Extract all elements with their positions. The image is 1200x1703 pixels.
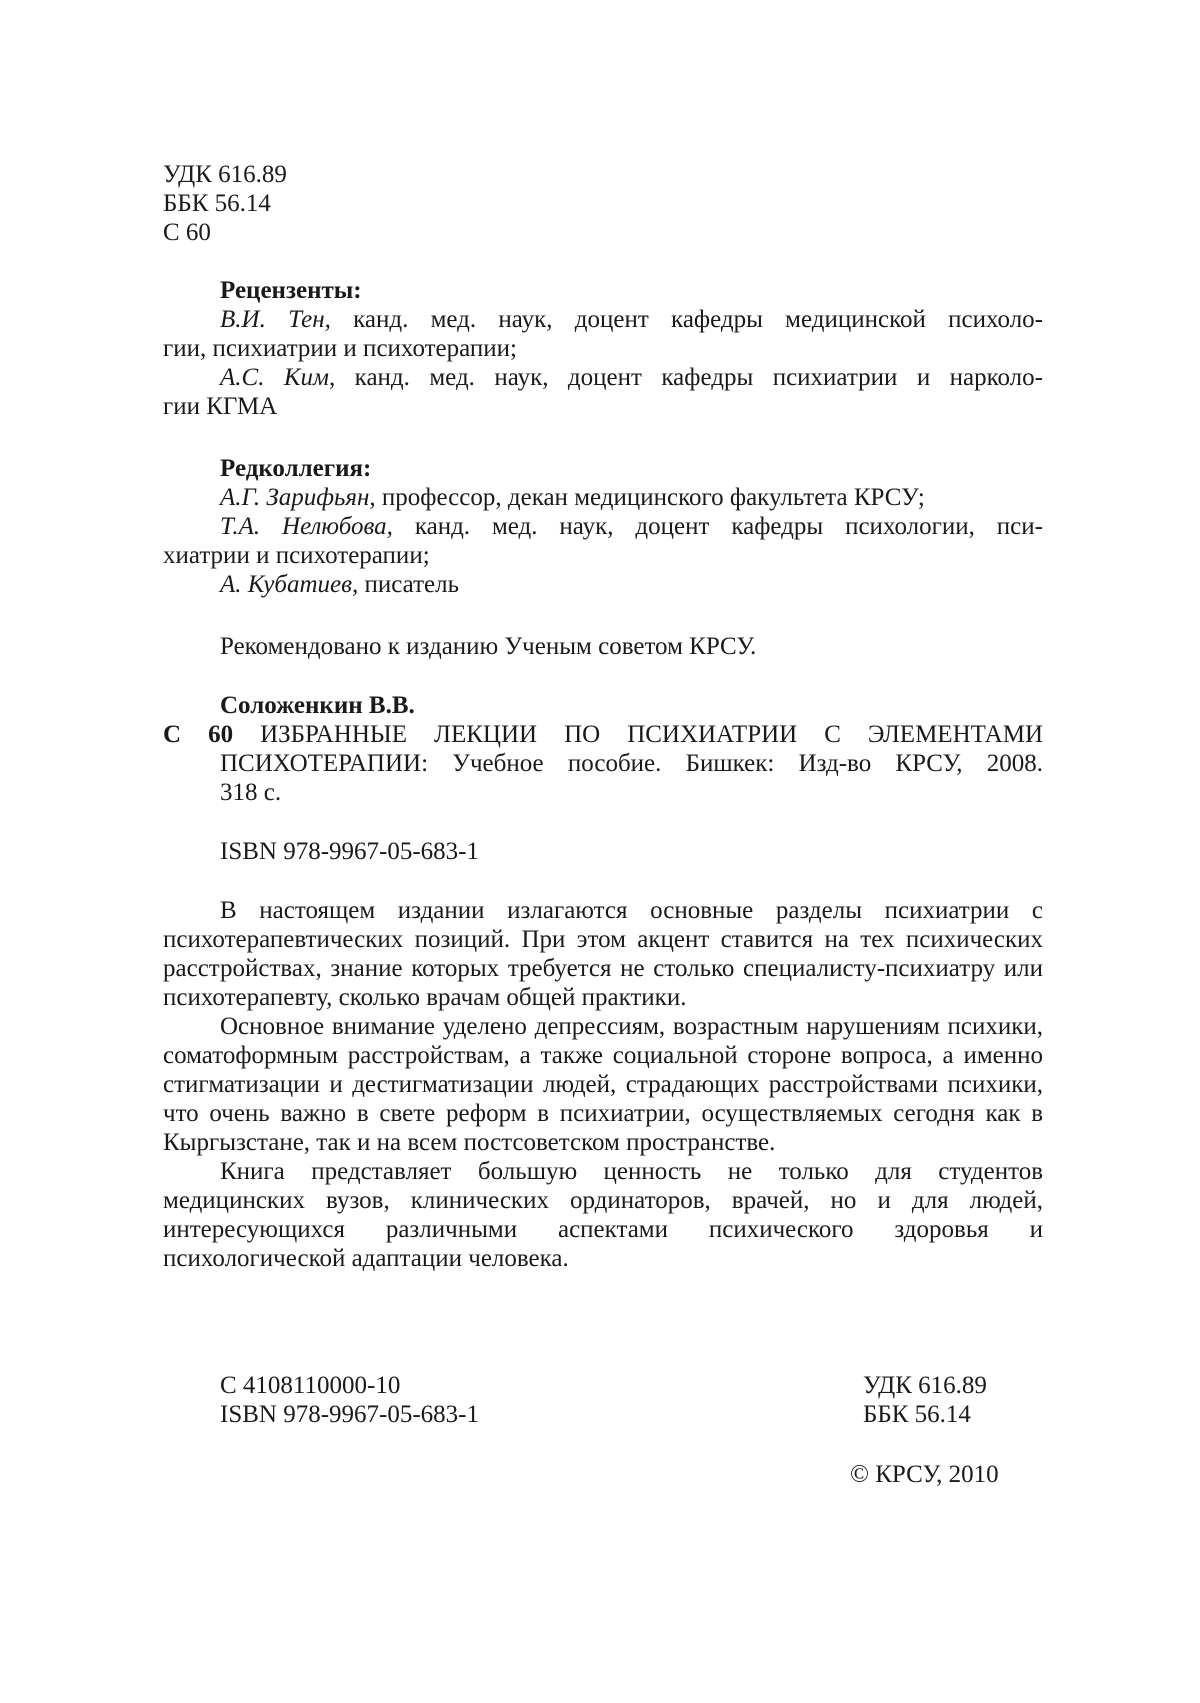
reviewers-block bbox=[163, 276, 1043, 421]
isbn-block bbox=[163, 837, 1043, 866]
editorial-title: Редколлегия: bbox=[220, 455, 372, 482]
bib-code: С 60 bbox=[163, 721, 234, 748]
footer-row-1 bbox=[163, 1371, 1043, 1400]
footer-code: С 4108110000-10 bbox=[220, 1372, 401, 1399]
editor-3-line bbox=[163, 570, 1043, 599]
annotation-paragraph-2: Основное внимание уделено депрессиям, возрастным нарушениям психики, соматоформным расстройствам, а также социальной стороне вопроса, а именно стигматизации и дестигматизации людей, страдающих расстройствами психики, что очень важно в свете реформ в психиатрии, осуществляемых сегодня как в Кыргызстане, так и на всем постсоветском пространстве. bbox=[163, 1013, 1043, 1156]
annotation-block bbox=[163, 896, 1043, 1273]
reviewer-1-line-2: гии, психиатрии и психотерапии; bbox=[163, 335, 518, 362]
editor-1-name: А.Г. Зарифьян, bbox=[220, 484, 376, 511]
editor-3-name: А. Кубатиев, bbox=[220, 571, 359, 598]
author-name: Соложенкин В.В. bbox=[220, 692, 415, 719]
reviewers-title: Рецензенты: bbox=[220, 277, 362, 304]
bibliographic-record bbox=[163, 691, 1043, 807]
editor-1-text: профессор, декан медицинского факультета КРСУ; bbox=[375, 484, 925, 511]
footer-codes bbox=[163, 1371, 1043, 1429]
reviewer-2-line-2: гии КГМА bbox=[163, 393, 278, 420]
recommendation-block bbox=[163, 632, 1043, 661]
bib-title: ИЗБРАННЫЕ ЛЕКЦИИ ПО ПСИХИАТРИИ С ЭЛЕМЕНТАМИ bbox=[260, 721, 1043, 748]
reviewer-2-text: канд. мед. наук, доцент кафедры психиатрии и нарколо- bbox=[335, 364, 1043, 391]
udk-code: УДК 616.89 bbox=[163, 161, 287, 188]
editor-2-text: канд. мед. наук, доцент кафедры психологии, пси- bbox=[392, 513, 1043, 540]
annotation-paragraph-3: Книга представляет большую ценность не только для студентов медицинских вузов, клинических ординаторов, врачей, но и для людей, интересующихся различными аспектами психического здоровья и психологической адаптации человека. bbox=[163, 1158, 1043, 1272]
editor-2-line-2: хиатрии и психотерапии; bbox=[163, 542, 430, 569]
footer-row-2 bbox=[163, 1400, 1043, 1429]
annotation-paragraph-1: В настоящем издании излагаются основные разделы психиатрии с психотерапевтических позиций. При этом акцент ставится на тех психических расстройствах, знание которых требуется не столько специалисту-психиатру или психотерапевту, сколько врачам общей практики. bbox=[163, 897, 1043, 1011]
editor-3-text: писатель bbox=[358, 571, 459, 598]
reviewer-1-text: канд. мед. наук, доцент кафедры медицинской психоло- bbox=[330, 306, 1043, 333]
editor-2-name: Т.А. Нелюбова, bbox=[220, 513, 393, 540]
reviewer-2-line-1 bbox=[163, 363, 1043, 392]
isbn-number: ISBN 978-9967-05-683-1 bbox=[220, 838, 480, 865]
footer-bbk: ББК 56.14 bbox=[863, 1401, 971, 1428]
footer-udk: УДК 616.89 bbox=[863, 1372, 987, 1399]
bib-line-1 bbox=[163, 720, 1043, 749]
footer-isbn: ISBN 978-9967-05-683-1 bbox=[220, 1401, 480, 1428]
editor-1-line bbox=[163, 483, 1043, 512]
bib-line-2: ПСИХОТЕРАПИИ: Учебное пособие. Бишкек: Изд-во КРСУ, 2008. bbox=[220, 750, 1043, 777]
reviewer-2-name: А.С. Ким, bbox=[220, 364, 336, 391]
classification-block bbox=[163, 160, 1043, 247]
reviewer-1-line-1 bbox=[163, 305, 1043, 334]
editor-2-line-1 bbox=[163, 512, 1043, 541]
bbk-code: ББК 56.14 bbox=[163, 190, 271, 217]
editorial-block bbox=[163, 454, 1043, 599]
author-sign: С 60 bbox=[163, 219, 211, 246]
bib-line-3: 318 с. bbox=[220, 779, 282, 806]
reviewer-1-name: В.И. Тен, bbox=[220, 306, 331, 333]
copyright: © КРСУ, 2010 bbox=[850, 1461, 999, 1488]
recommendation-text: Рекомендовано к изданию Ученым советом КРСУ. bbox=[220, 633, 757, 660]
